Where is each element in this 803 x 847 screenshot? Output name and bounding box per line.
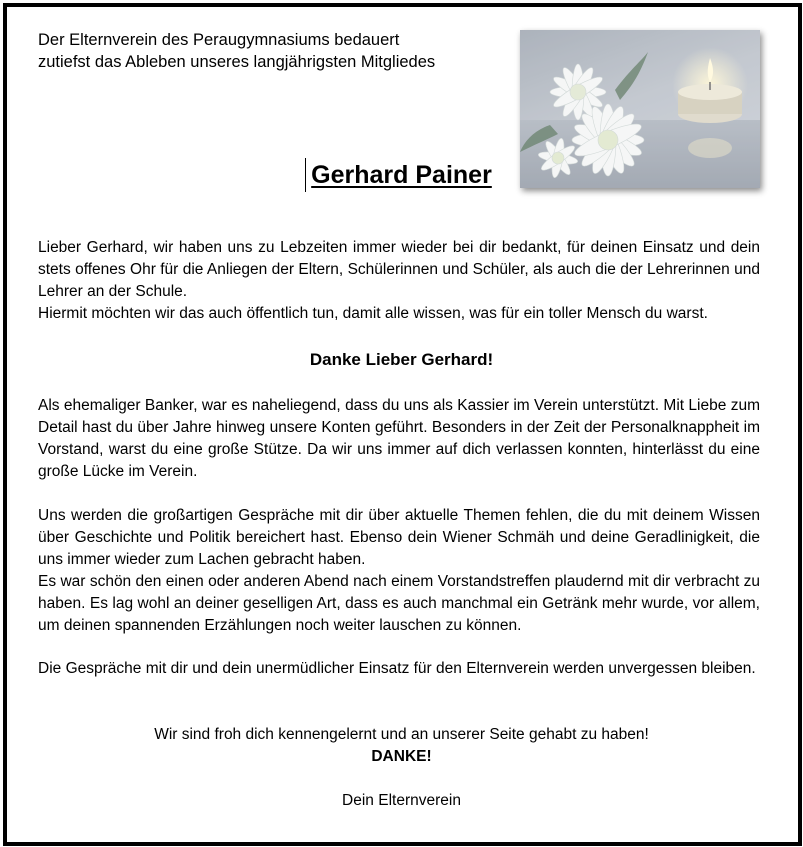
intro-line-2: zutiefst das Ableben unseres langjährigsten Mitgliedes [38, 53, 436, 71]
paragraph-4: Die Gespräche mit dir und dein unermüdlicher Einsatz für den Elternverein werden unvergessen bleiben. [38, 660, 756, 677]
paragraph-2: Als ehemaliger Banker, war es naheliegend, dass du uns als Kassier im Verein unterstützt. Mit Liebe zum Detail hast du über Jahre hinweg unsere Konten geführt. Besonders in der Zeit der Personalknappheit im Vorstand, warst du eine große Stütze. Da wir uns immer auf dich verlassen konnten, hinterlässt du eine große Lücke im Verein. [38, 397, 760, 480]
danke-heading: Danke Lieber Gerhard! [309, 350, 494, 369]
closing-danke: DANKE! [371, 748, 432, 765]
paragraph-1-text-2: Hiermit möchten wir das auch öffentlich tun, damit alle wissen, was für ein toller Mensch du warst. [38, 305, 708, 322]
paragraph-3-text: Uns werden die großartigen Gespräche mit dir über aktuelle Themen fehlen, die du mit deinem Wissen über Geschichte und Politik bereichert hast. Ebenso dein Wiener Schmäh und deine Geradlinigkeit, die uns immer wieder zum Lachen gebracht haben. [38, 507, 760, 568]
signature: Dein Elternverein [342, 792, 461, 809]
paragraph-1-text: Lieber Gerhard, wir haben uns zu Lebzeiten immer wieder bei dir bedankt, für deinen Einsatz und dein stets offenes Ohr für die Anliegen der Eltern, Schülerinnen und Schüler, als auch die der Lehrerinnen und Lehrer an der Schule. [38, 239, 760, 300]
paragraph-3-text-2: Es war schön den einen oder anderen Abend nach einem Vorstandstreffen plaudernd mit dir verbracht zu haben. Es lag wohl an deiner geselligen Art, dass es auch manchmal ein Getränk mehr wurde, vor allem, um deinen spannenden Erzählungen noch weiter lauschen zu können. [38, 573, 760, 634]
paragraph-1 [38, 237, 760, 325]
intro-line-1: Der Elternverein des Peraugymnasiums bedauert [38, 31, 400, 49]
intro-text [38, 29, 498, 73]
title-text: Gerhard Painer [311, 161, 492, 189]
paragraph-3 [38, 505, 760, 637]
closing-line: Wir sind froh dich kennengelernt und an unserer Seite gehabt zu haben! [154, 726, 649, 743]
page-title [0, 158, 803, 192]
